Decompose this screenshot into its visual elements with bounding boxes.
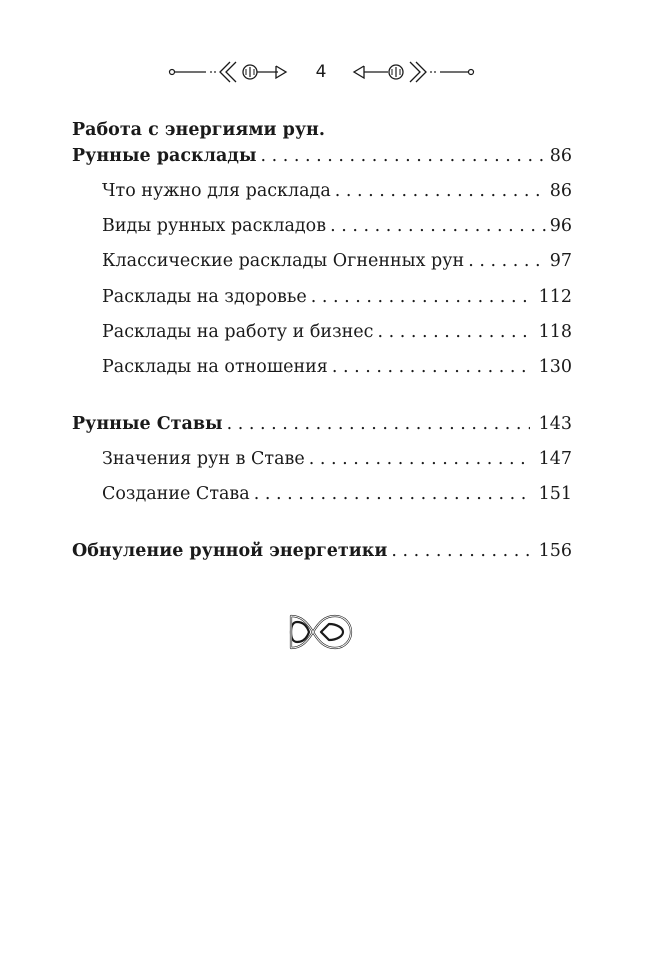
celtic-knot-icon	[287, 610, 355, 654]
toc-entry-title: Что нужно для расклада	[102, 181, 331, 201]
arrow-ornament-left-icon	[168, 56, 298, 88]
dot-leader	[227, 411, 530, 437]
toc-entry-page: 86	[549, 181, 572, 201]
dot-leader	[330, 213, 546, 239]
dot-leader	[309, 446, 530, 472]
toc-entry-znacheniya[interactable]	[102, 446, 572, 472]
toc-entry-vidy[interactable]	[102, 213, 572, 239]
toc-entry-page: 143	[538, 414, 572, 434]
toc-entry-title: Расклады на отношения	[102, 357, 328, 377]
toc-entry-title: Значения рун в Ставе	[102, 449, 305, 469]
toc-entry-sozdanie[interactable]	[102, 481, 572, 507]
toc-entry-runnye-stavy[interactable]	[72, 411, 572, 437]
section-heading: Работа с энергиями рун.	[72, 120, 325, 140]
toc-entry-zdorovie[interactable]	[102, 284, 572, 310]
toc-entry-otnosheniya[interactable]	[102, 354, 572, 380]
toc-entry-title: Классические расклады Огненных рун	[102, 251, 465, 271]
toc-entry-page: 118	[538, 322, 572, 342]
toc-entry-page: 147	[538, 449, 572, 469]
toc-entry-title: Создание Става	[102, 484, 250, 504]
toc-entry-title: Обнуление рунной энергетики	[72, 541, 388, 561]
dot-leader	[311, 284, 530, 310]
toc-entry-title: Расклады на здоровье	[102, 287, 307, 307]
toc-entry-obnulenie[interactable]	[72, 538, 572, 564]
toc-entry-title: Рунные Ставы	[72, 414, 223, 434]
toc-entry-page: 130	[538, 357, 572, 377]
toc-entry-page: 86	[549, 146, 572, 166]
dot-leader	[391, 538, 530, 564]
toc-entry-chto-nuzhno[interactable]	[102, 178, 572, 204]
arrow-ornament-right-icon	[348, 56, 478, 88]
page-number: 4	[315, 62, 327, 82]
toc-entry-title: Расклады на работу и бизнес	[102, 322, 374, 342]
dot-leader	[335, 178, 546, 204]
dot-leader	[377, 319, 530, 345]
dot-leader	[468, 248, 546, 274]
dot-leader	[261, 143, 546, 169]
page-header	[0, 56, 662, 88]
toc-entry-page: 151	[538, 484, 572, 504]
dot-leader	[332, 354, 530, 380]
toc-entry-runnye-rasklady[interactable]	[72, 143, 572, 169]
toc-entry-title: Рунные расклады	[72, 146, 257, 166]
toc-entry-rabota-biznes[interactable]	[102, 319, 572, 345]
dot-leader	[254, 481, 530, 507]
toc-entry-page: 97	[549, 251, 572, 271]
toc-entry-page: 96	[549, 216, 572, 236]
toc-entry-title: Виды рунных раскладов	[102, 216, 327, 236]
toc-entry-page: 112	[538, 287, 572, 307]
toc-entry-klassicheskie[interactable]	[102, 248, 572, 274]
toc-entry-page: 156	[538, 541, 572, 561]
